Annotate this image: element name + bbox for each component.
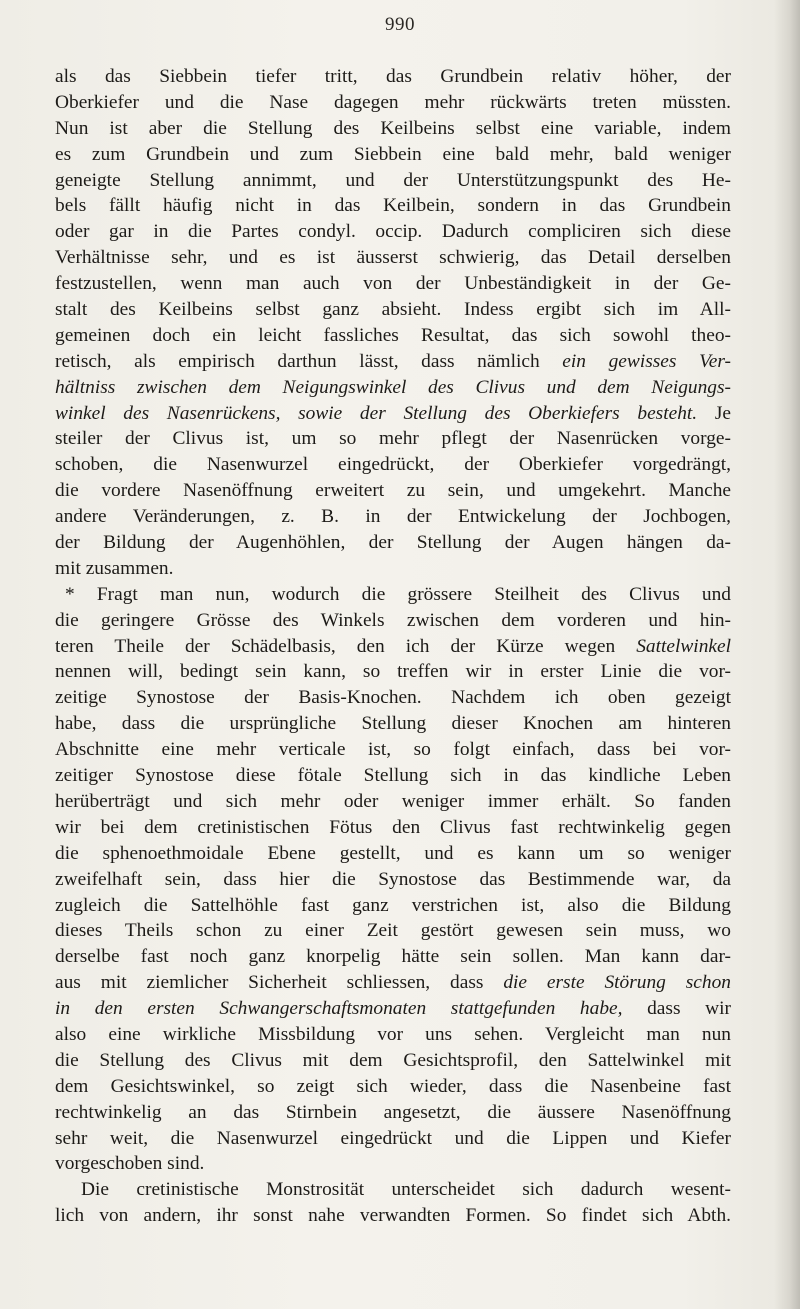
text-line: steiler der Clivus ist, um so mehr pflegt der Nasenrücken vorge- <box>55 428 731 450</box>
text-line: es zum Grundbein und zum Siebbein eine bald mehr, bald weniger <box>55 143 731 165</box>
emphasis-text: in den ersten Schwangerschaftsmonaten stattgefunden habe, <box>55 998 623 1020</box>
text-line-emphasis <box>55 375 731 401</box>
text-line: Nun ist aber die Stellung des Keilbeins selbst eine variable, indem <box>55 117 731 139</box>
text-line-with-emphasis <box>55 996 731 1022</box>
text-line: Verhältnisse sehr, und es ist äusserst schwierig, das Detail derselben <box>55 247 731 269</box>
text-line-with-emphasis <box>55 349 731 375</box>
text-line: zeitiger Synostose diese fötale Stellung sich in das kindliche Leben <box>55 765 731 787</box>
text-fragment: teren Theile der Schädelbasis, den ich der Kürze wegen <box>55 635 616 657</box>
text-line: dieses Theils schon zu einer Zeit gestört gewesen sein muss, wo <box>55 920 731 942</box>
text-line: zweifelhaft sein, dass hier die Synostose das Bestimmende war, da <box>55 868 731 890</box>
text-line: sehr weit, die Nasenwurzel eingedrückt und die Lippen und Kiefer <box>55 1127 731 1149</box>
text-line: stalt des Keilbeins selbst ganz absieht. Indess ergibt sich im All- <box>55 299 731 321</box>
emphasis-text: winkel des Nasenrückens, sowie der Stellung des Oberkiefers besteht. <box>55 402 698 424</box>
text-fragment: dass wir <box>647 998 731 1020</box>
emphasis-text: ein gewisses Ver- <box>562 350 731 372</box>
page-edge-shadow <box>774 0 800 1309</box>
text-fragment: Fragt man nun, wodurch die grössere Steilheit des Clivus und <box>96 583 731 605</box>
page-number: 990 <box>385 14 415 35</box>
text-line: zeitige Synostose der Basis-Knochen. Nachdem ich oben gezeigt <box>55 687 731 709</box>
text-line: festzustellen, wenn man auch von der Unbeständigkeit in der Ge- <box>55 273 731 295</box>
text-fragment: Je <box>714 402 731 424</box>
text-line: derselbe fast noch ganz knorpelig hätte sein sollen. Man kann dar- <box>55 946 731 968</box>
text-line: Oberkiefer und die Nase dagegen mehr rückwärts treten müssten. <box>55 91 731 113</box>
text-line-with-emphasis <box>55 401 731 427</box>
text-line: die sphenoethmoidale Ebene gestellt, und es kann um so weniger <box>55 842 731 864</box>
text-line-with-emphasis <box>55 970 731 996</box>
text-line: der Bildung der Augenhöhlen, der Stellung der Augen hängen da- <box>55 532 731 554</box>
text-line: vorgeschoben sind. <box>55 1153 205 1175</box>
text-line: die vordere Nasenöffnung erweitert zu sein, und umgekehrt. Manche <box>55 480 731 502</box>
text-line: herüberträgt und sich mehr oder weniger immer erhält. So fanden <box>55 790 731 812</box>
text-line: also eine wirkliche Missbildung vor uns sehen. Vergleicht man nun <box>55 1023 731 1045</box>
text-line: zugleich die Sattelhöhle fast ganz verstrichen ist, also die Bildung <box>55 894 731 916</box>
text-line: lich von andern, ihr sonst nahe verwandten Formen. So findet sich Abth. <box>55 1205 731 1227</box>
text-line: gemeinen doch ein leicht fassliches Resultat, das sich sowohl theo- <box>55 324 731 346</box>
text-line: bels fällt häufig nicht in das Keilbein, sondern in das Grundbein <box>55 195 731 217</box>
text-line: oder gar in die Partes condyl. occip. Dadurch compliciren sich diese <box>55 221 731 243</box>
text-line-paragraph-start: Die cretinistische Monstrosität unterscheidet sich dadurch wesent- <box>81 1179 731 1201</box>
text-line: die Stellung des Clivus mit dem Gesichtsprofil, den Sattelwinkel mit <box>55 1049 731 1071</box>
text-line: dem Gesichtswinkel, so zeigt sich wieder, dass die Nasenbeine fast <box>55 1075 731 1097</box>
text-line: rechtwinkelig an das Stirnbein angesetzt, die äussere Nasenöffnung <box>55 1101 731 1123</box>
text-line: die geringere Grösse des Winkels zwischen dem vorderen und hin- <box>55 609 731 631</box>
text-line: schoben, die Nasenwurzel eingedrückt, der Oberkiefer vorgedrängt, <box>55 454 731 476</box>
text-line: mit zusammen. <box>55 557 174 579</box>
text-line: andere Veränderungen, z. B. in der Entwickelung der Jochbogen, <box>55 506 731 528</box>
text-line: habe, dass die ursprüngliche Stellung dieser Knochen am hinteren <box>55 713 731 735</box>
text-fragment: aus mit ziemlicher Sicherheit schliessen, dass <box>55 972 484 994</box>
emphasis-text: die erste Störung schon <box>503 972 731 994</box>
text-line-with-emphasis <box>55 634 731 660</box>
text-line: nennen will, bedingt sein kann, so treffen wir in erster Linie die vor- <box>55 661 731 683</box>
text-fragment: retisch, als empirisch darthun lässt, dass nämlich <box>55 350 540 372</box>
text-line: als das Siebbein tiefer tritt, das Grundbein relativ höher, der <box>55 66 731 87</box>
star-mark: * <box>65 583 75 605</box>
body-text <box>55 64 731 1229</box>
emphasis-text: hältniss zwischen dem Neigungswinkel des Clivus und dem Neigungs- <box>55 376 731 398</box>
emphasis-text: Sattelwinkel <box>636 635 731 657</box>
text-line: wir bei dem cretinistischen Fötus den Clivus fast rechtwinkelig gegen <box>55 816 731 838</box>
text-line-paragraph-start <box>55 582 731 608</box>
text-line: geneigte Stellung annimmt, und der Unterstützungspunkt des He- <box>55 169 731 191</box>
text-line: Abschnitte eine mehr verticale ist, so folgt einfach, dass bei vor- <box>55 739 731 761</box>
